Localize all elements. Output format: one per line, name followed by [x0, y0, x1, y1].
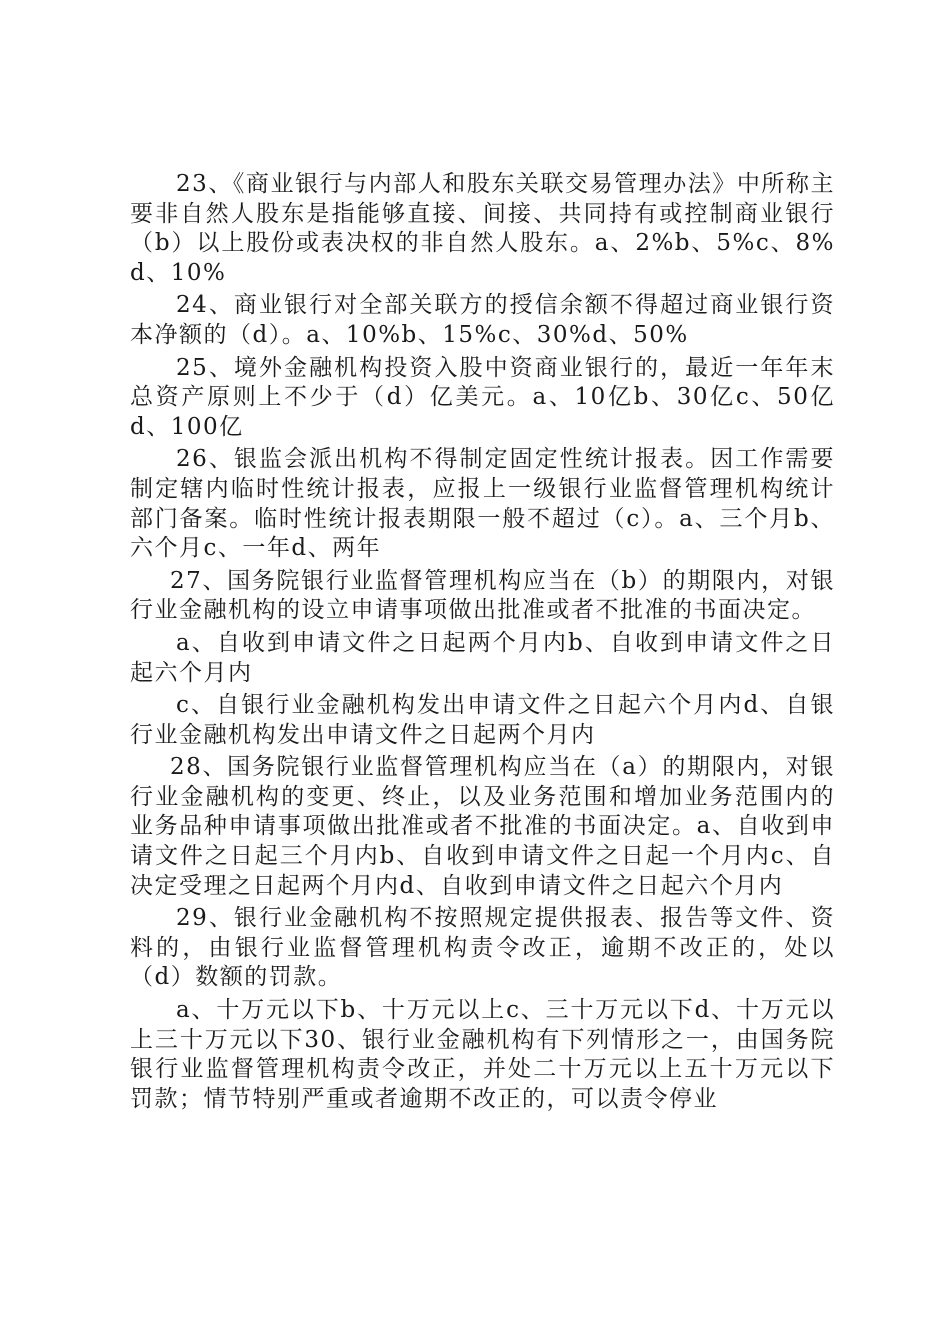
question-29-options-and-30: a、十万元以下b、十万元以上c、三十万元以下d、十万元以上三十万元以下30、银行业金融机构有下列情形之一，由国务院银行业监督管理机构责令改正，并处二十万元以上五十万元以下罚款；情节特别严重或者逾期不改正的，可以责令停业: [130, 997, 835, 1112]
document-page: [130, 170, 835, 1117]
question-25: 25、境外金融机构投资入股中资商业银行的，最近一年年末总资产原则上不少于（d）亿美元。a、10亿b、30亿c、50亿d、100亿: [130, 354, 835, 440]
question-26: 26、银监会派出机构不得制定固定性统计报表。因工作需要制定辖内临时性统计报表，应报上一级银行业监督管理机构统计部门备案。临时性统计报表期限一般不超过（c）。a、三个月b、六个月c、一年d、两年: [130, 446, 835, 562]
question-27-options-ab: a、自收到申请文件之日起两个月内b、自收到申请文件之日起六个月内: [130, 629, 835, 686]
question-27: 27、国务院银行业监督管理机构应当在（b）的期限内，对银行业金融机构的设立申请事项做出批准或者不批准的书面决定。: [130, 567, 835, 624]
question-27-options-cd: c、自银行业金融机构发出申请文件之日起六个月内d、自银行业金融机构发出申请文件之日起两个月内: [130, 692, 835, 748]
question-23: 23、《商业银行与内部人和股东关联交易管理办法》中所称主要非自然人股东是指能够直接、间接、共同持有或控制商业银行（b）以上股份或表决权的非自然人股东。a、2%b、5%c、8%d、10%: [130, 171, 835, 286]
question-28: 28、国务院银行业监督管理机构应当在（a）的期限内，对银行业金融机构的变更、终止，以及业务范围和增加业务范围内的业务品种申请事项做出批准或者不批准的书面决定。a、自收到申请文件之日起三个月内b、自收到申请文件之日起一个月内c、自决定受理之日起两个月内d、自收到申请文件之日起六个月内: [130, 754, 835, 899]
question-24: 24、商业银行对全部关联方的授信余额不得超过商业银行资本净额的（d）。a、10%b、15%c、30%d、50%: [130, 292, 835, 348]
question-29: 29、银行业金融机构不按照规定提供报表、报告等文件、资料的，由银行业监督管理机构责令改正，逾期不改正的，处以（d）数额的罚款。: [130, 905, 835, 991]
